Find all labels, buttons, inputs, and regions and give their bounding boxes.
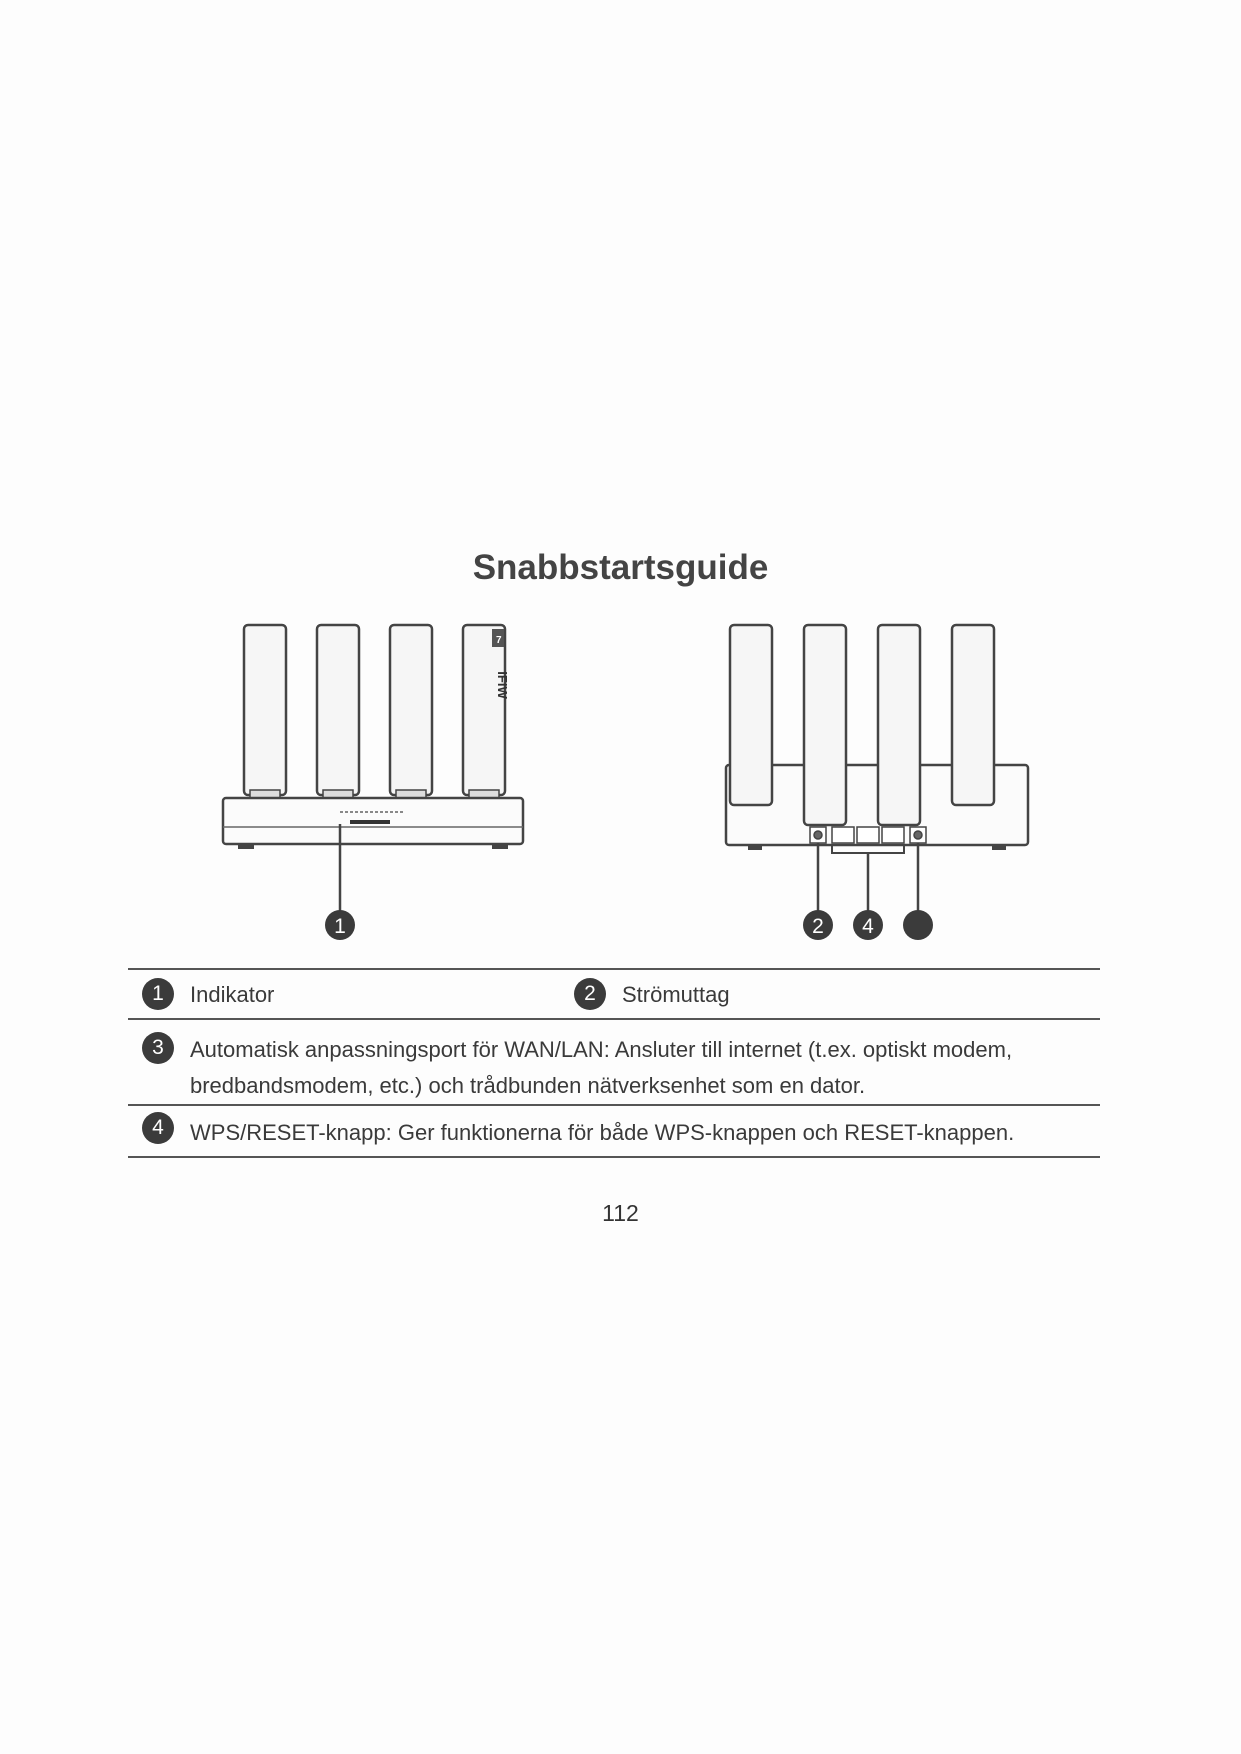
svg-text:7: 7 bbox=[496, 635, 502, 646]
legend-row bbox=[128, 1106, 1100, 1156]
callout-1-label: 1 bbox=[334, 915, 346, 938]
lan-port-3 bbox=[882, 827, 904, 843]
antenna-2 bbox=[317, 625, 359, 795]
antenna-back-3 bbox=[878, 625, 920, 825]
lan-port-1 bbox=[832, 827, 854, 843]
legend-table bbox=[128, 968, 1100, 1158]
callout-3-badge bbox=[903, 910, 933, 940]
page-title: Snabbstartsguide bbox=[472, 548, 769, 587]
antenna-back-2 bbox=[804, 625, 846, 825]
legend-number-badge: 3 bbox=[142, 1032, 174, 1064]
legend-item-stromuttag: Strömuttag bbox=[622, 982, 730, 1007]
antenna-3 bbox=[390, 625, 432, 795]
lan-port-2 bbox=[857, 827, 879, 843]
callout-2-label: 2 bbox=[812, 915, 824, 938]
antenna-back-1 bbox=[730, 625, 772, 805]
legend-row bbox=[128, 1020, 1100, 1104]
antenna-1 bbox=[244, 625, 286, 795]
antenna-4 bbox=[463, 625, 505, 795]
router-back-drawing bbox=[720, 615, 1040, 945]
indicator-led bbox=[350, 820, 390, 824]
router-back-illustration bbox=[720, 615, 1040, 945]
legend-number-badge: 1 bbox=[142, 978, 174, 1010]
svg-text:IFIW: IFIW bbox=[495, 671, 510, 699]
callout-4-label: 4 bbox=[862, 915, 874, 938]
router-front-illustration bbox=[220, 615, 540, 945]
antenna-back-4 bbox=[952, 625, 994, 805]
page-number: 112 bbox=[602, 1200, 639, 1226]
legend-item-indikator: Indikator bbox=[190, 982, 275, 1007]
legend-item-wps-reset: WPS/RESET-knapp: Ger funktionerna för både WPS-knappen och RESET-knappen. bbox=[190, 1120, 1015, 1145]
legend-row bbox=[128, 970, 1100, 1018]
legend-item-wan-lan-port: Automatisk anpassningsport för WAN/LAN: Ansluter till internet (t.ex. optiskt modem, bredbandsmodem, etc.) och trådbunden nätverksenhet som en dator. bbox=[190, 1037, 1013, 1098]
legend-number-badge: 4 bbox=[142, 1112, 174, 1144]
legend-number-badge: 2 bbox=[574, 978, 606, 1010]
router-front-drawing bbox=[220, 615, 540, 945]
table-rule bbox=[128, 1156, 1100, 1158]
